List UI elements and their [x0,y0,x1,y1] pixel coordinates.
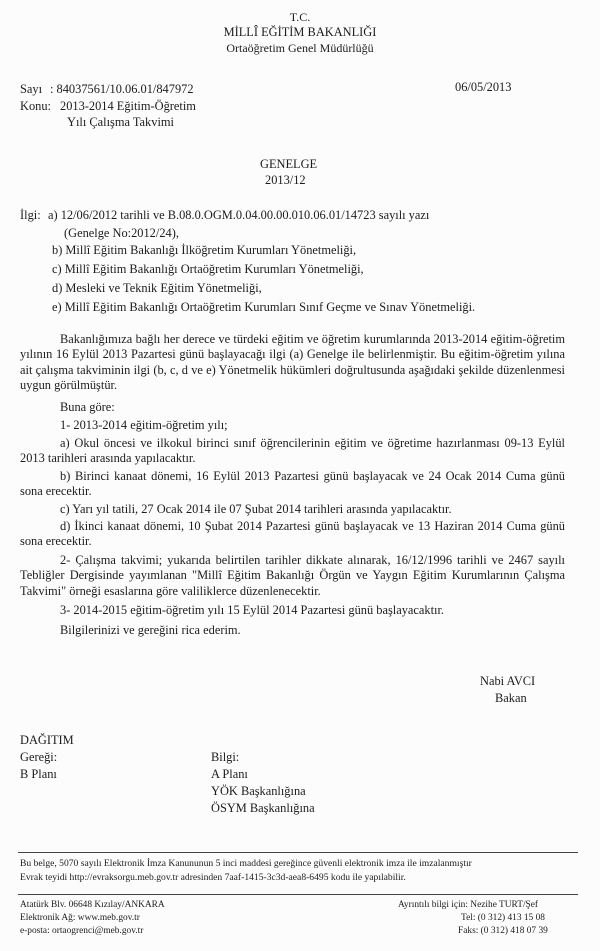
footer-address: Atatürk Blv. 06648 Kızılay/ANKARA [20,900,165,910]
header-department: Ortaöğretim Genel Müdürlüğü [226,41,374,55]
footer-divider-top [18,852,578,853]
distribution-bilgi-item: ÖSYM Başkanlığına [211,801,315,815]
header-ministry: MİLLÎ EĞİTİM BAKANLIĞI [223,25,377,39]
body-item-3: 3- 2014-2015 eğitim-öğretim yılı 15 Eylül 2014 Pazartesi günü başlayacaktır. [60,603,445,617]
ilgi-label: İlgi: [20,208,41,222]
konu-label: Konu: [20,99,51,113]
body-closing: Bilgilerinizi ve gereğini rica ederim. [60,623,241,637]
footer-web: Elektronik Ağ: www.meb.gov.tr [20,913,140,923]
sayi-label: Sayı [20,82,43,96]
footer-tel: Tel: (0 312) 413 15 08 [461,913,545,923]
body-item-1d: d) İkinci kanaat dönemi, 10 Şubat 2014 Pazartesi günü başlayacak ve 13 Haziran 2014 Cuma günü sona erecektir. [20,519,565,549]
footer-signature-notice: Bu belge, 5070 sayılı Elektronik İmza Kanununun 5 inci maddesi gereğince güvenli elektronik imza ile imzalanmıştır [20,858,472,869]
ilgi-d: d) Mesleki ve Teknik Eğitim Yönetmeliği, [52,281,262,295]
footer-email: e-posta: ortaogrenci@meb.gov.tr [20,926,144,936]
footer-divider-bottom [18,894,578,895]
footer-verification-notice: Evrak teyidi http://evraksorgu.meb.gov.tr adresinden 7aaf-1415-3c3d-aea8-6495 kodu ile yapılabilir. [20,872,406,883]
distribution-bilgi-item: YÖK Başkanlığına [211,784,306,798]
body-item-1a: a) Okul öncesi ve ilkokul birinci sınıf öğrencilerinin eğitim ve öğretime hazırlanması 09-13 Eylül 2013 tarihleri arasında yapılacaktır. [20,436,565,466]
header-tc: T.C. [289,10,311,24]
signature-name: Nabi AVCI [480,674,536,688]
body-item-1b: b) Birinci kanaat dönemi, 16 Eylül 2013 Pazartesi günü başlayacak ve 24 Ocak 2014 Cuma günü sona erecektir. [20,469,565,499]
body-item-1: 1- 2013-2014 eğitim-öğretim yılı; [60,418,228,432]
document-number: 2013/12 [265,173,306,187]
ilgi-a-line-2: (Genelge No:2012/24), [64,226,179,240]
distribution-geregi-label: Gereği: [20,750,58,764]
body-item-1c: c) Yarı yıl tatili, 27 Ocak 2014 ile 07 Şubat 2014 tarihleri arasında yapılacaktır. [60,502,452,516]
ilgi-c: c) Millî Eğitim Bakanlığı Ortaöğretim Kurumları Yönetmeliği, [52,262,364,276]
document-title: GENELGE [260,157,318,171]
footer-fax: Faks: (0 312) 418 07 39 [458,926,548,936]
body-buna-gore: Buna göre: [60,400,115,414]
signature-title: Bakan [495,691,527,705]
body-item-2: 2- Çalışma takvimi; yukarıda belirtilen tarihler dikkate alınarak, 16/12/1996 tarihli ve 2467 sayılı Tebliğler Dergisinde yayımlanan "Millî Eğitim Bakanlığı Örgün ve Yaygın Eğitim Kurumlarının Çalışma Takvimi" örneği esaslarına göre valiliklerce düzenlenecektir. [20,553,565,598]
konu-line-2: Yılı Çalışma Takvimi [67,115,174,129]
ilgi-b: b) Millî Eğitim Bakanlığı İlköğretim Kurumları Yönetmeliği, [52,243,357,257]
body-intro: Bakanlığımıza bağlı her derece ve türdeki eğitim ve öğretim kurumlarında 2013-2014 eğitim-öğretim yılının 16 Eylül 2013 Pazartesi günü başlayacağı ilgi (a) Genelge ile belirlenmiştir. Bu eğitim-öğretim yılına ait çalışma takviminin ilgi (b, c, d ve e) Yönetmelik hükümleri doğrultusunda aşağıdaki şekilde düzenlenmesi uygun görülmüştür. [20,332,565,393]
footer-info-contact: Ayrıntılı bilgi için: Nezihe TURT/Şef [398,900,539,910]
document-date: 06/05/2013 [455,80,512,94]
konu-line-1: 2013-2014 Eğitim-Öğretim [60,99,196,113]
distribution-heading: DAĞITIM [20,733,74,747]
ilgi-e: e) Millî Eğitim Bakanlığı Ortaöğretim Kurumları Sınıf Geçme ve Sınav Yönetmeliği. [52,300,476,314]
sayi-value: : 84037561/10.06.01/847972 [50,82,194,96]
distribution-bilgi-label: Bilgi: [211,750,240,764]
ilgi-a-line-1: a) 12/06/2012 tarihli ve B.08.0.OGM.0.04.00.00.010.06.01/14723 sayılı yazı [48,208,430,222]
distribution-geregi-item: B Planı [20,767,57,781]
distribution-bilgi-item: A Planı [211,767,248,781]
